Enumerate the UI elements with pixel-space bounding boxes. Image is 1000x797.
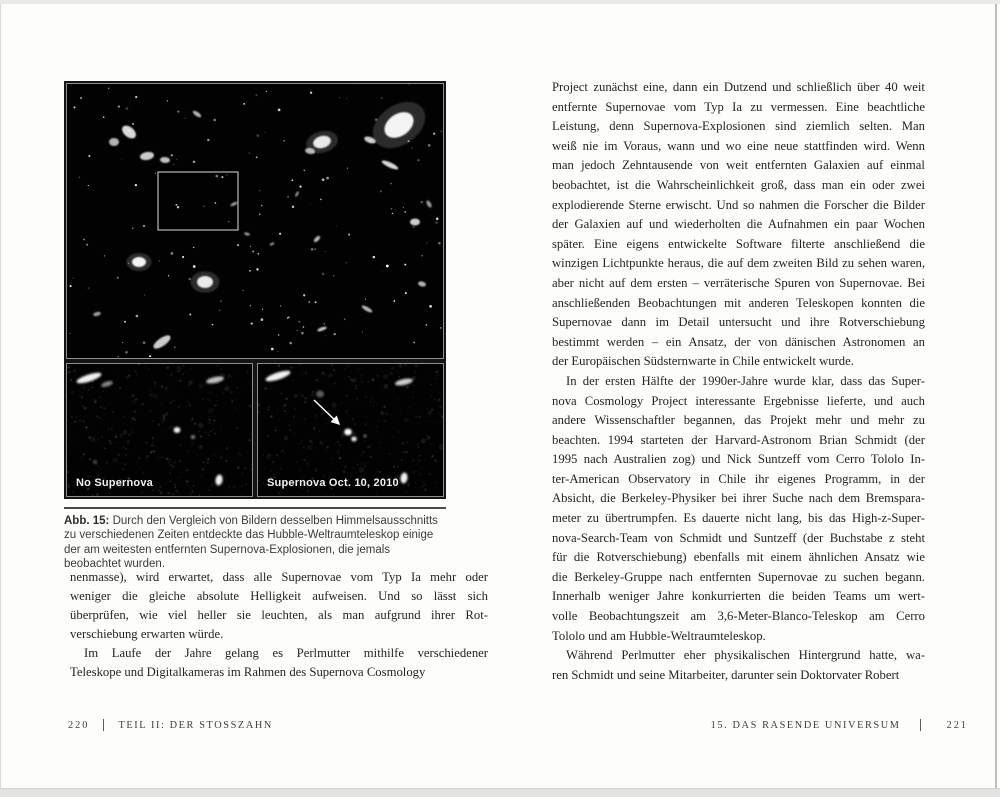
text-line: nenmasse), wird erwartet, dass alle Supernovae vom Typ Ia mehr oder [70, 570, 489, 584]
text-line: für die Rotverschiebung) ebenfalls mit einem ähnlichen Ansatz wie [552, 550, 925, 565]
text-line: beachten. 1994 starteten der Harvard-Astronom Brian Schmidt (der [552, 432, 925, 447]
photo-edge-top [0, 0, 1000, 4]
text-line: verschiebung erwarten würde. [70, 627, 224, 642]
text-line: ren Schmidt und seine Mitarbeiter, darunter sein Doktorvater Robert [552, 667, 900, 682]
text-line: Im Laufe der Jahre gelang es Perlmutter mithilfe verschiedener [84, 646, 489, 661]
text-line: anschließenden Beobachtungen mit anderen Teleskopen konnten die [552, 295, 926, 310]
text-line: später. Eine eigens entwickelte Software filterte anschließend die [552, 236, 926, 251]
left-page-body-text [70, 568, 488, 682]
text-line: nova-Search-Team von Schmidt und Suntzeff (der Buchstabe z steht [552, 530, 925, 545]
highlight-box [158, 172, 238, 230]
figure-abb-15 [64, 81, 446, 499]
text-line: nova Cosmology Project interessante Ergebnisse lieferte, und auch [552, 393, 926, 408]
text-line: explodierende Sterne erwischt. Und so nahmen die Forscher die Bilder [552, 197, 925, 212]
right-page-footer [711, 719, 968, 731]
no-supernova-panel [66, 363, 253, 497]
text-line: die Berkeley-Gruppe nach entfernten Supernovae zu suchen begann. [552, 569, 925, 584]
text-line: meter zu übertrumpfen. Es dauerte nicht lang, bis das High-z-Super- [552, 511, 925, 526]
text-line: In der ersten Hälfte der 1990er-Jahre wurde klar, dass das Super- [566, 373, 925, 388]
text-line: beobachtet, ist die Wahrscheinlichkeit groß, dass man ein oder zwei [552, 177, 926, 192]
text-line: volle Beobachtungszeit am 3,6-Meter-Blanco-Teleskop am Cerro [552, 609, 925, 624]
text-line: bestimmt werden – ein Ansatz, der von dänischen Astronomen an [552, 334, 926, 349]
photo-edge-left [0, 4, 1, 788]
figure-caption-text: Durch den Vergleich von Bildern desselben Himmelsausschnitts zu verschiedenen Zeiten entdeckte das Hubble-Weltraumteleskop einige der am weitesten entfernten Supernova-Explosionen, die jemals beobachtet wurden. [64, 515, 438, 571]
text-line: aber nicht auf dem ersten – verräterische Spuren von Supernovae. Bei [552, 275, 925, 290]
starfield-image [67, 84, 443, 358]
caption-rule [64, 507, 446, 509]
left-page-footer [68, 719, 273, 731]
left-page-number: 220 [68, 719, 90, 731]
photo-edge-bottom [0, 788, 1000, 797]
text-line: ter-American Observatory in Chile ihr eigenes Programm, in der [552, 471, 925, 486]
text-line: entfernte Supernovae vom Typ Ia zu vermessen. Eine beachtliche [552, 99, 925, 114]
text-line: winzigen Lichtpunkte heraus, die auf dem zweiten Bild zu sehen waren, [552, 256, 925, 271]
text-line: andere Wissenschaftler begannen, das Projekt mehr und mehr zu [552, 413, 925, 428]
hubble-starfield-panel [66, 83, 444, 359]
chapter-title: 15. DAS RASENDE UNIVERSUM [710, 719, 901, 731]
part-title: TEIL II: DER STOSSZAHN [118, 719, 273, 731]
text-line: weniger die gleiche absolute Helligkeit aufweisen. Und so lässt sich [70, 589, 489, 604]
text-line: Teleskope und Digitalkameras im Rahmen des Supernova Cosmology [70, 665, 426, 680]
comparison-panels [66, 363, 444, 497]
page-edge-right [995, 4, 997, 788]
text-line: der Europäischen Südsternwarte in Chile entwickelt wurde. [552, 354, 854, 369]
text-line: Project zunächst eine, dann ein Dutzend und schließlich über 40 weit [552, 80, 925, 94]
panel-label-supernova-date: Supernova Oct. 10, 2010 [267, 477, 399, 489]
text-line: Tololo und am Hubble-Weltraumteleskop. [552, 628, 766, 643]
text-line: Supernovae dann im Detail untersucht und ihre Rotverschiebung [552, 315, 925, 330]
text-line: Während Perlmutter eher physikalischen Hintergrund hatte, wa- [566, 648, 925, 663]
right-page-number: 221 [946, 719, 968, 731]
text-line: überprüfen, wie viel heller sie leuchten, als man aufgrund ihrer Rot- [70, 608, 488, 623]
footer-divider [103, 719, 104, 731]
right-page-body-text [552, 78, 925, 685]
panel-label-no-supernova: No Supernova [76, 477, 153, 489]
text-line: Leistung, denn Supernova-Explosionen sind ziemlich selten. Man [552, 119, 925, 134]
text-line: 1995 nach Australien zog) und Nick Suntzeff vom Cerro Tololo In- [552, 452, 926, 467]
text-line: Innerhalb weniger Jahre konkurrierten die beiden Teams um wert- [552, 589, 925, 604]
text-line: man jedoch Zehntausende von weit entfernten Galaxien auf einmal [552, 158, 925, 173]
figure-caption-number: Abb. 15: [64, 515, 110, 527]
text-line: der Galaxien auf und wiederholten die Aufnahmen ein paar Wochen [552, 217, 925, 232]
figure-caption [64, 514, 446, 572]
text-line: Absicht, die Berkeley-Physiker bei ihrer Suche nach dem Bremspara- [552, 491, 925, 506]
supernova-panel [257, 363, 444, 497]
footer-divider [920, 719, 921, 731]
text-line: weiß nie im Voraus, wann und wo eine neue stattfinden wird. Wenn [552, 138, 925, 153]
